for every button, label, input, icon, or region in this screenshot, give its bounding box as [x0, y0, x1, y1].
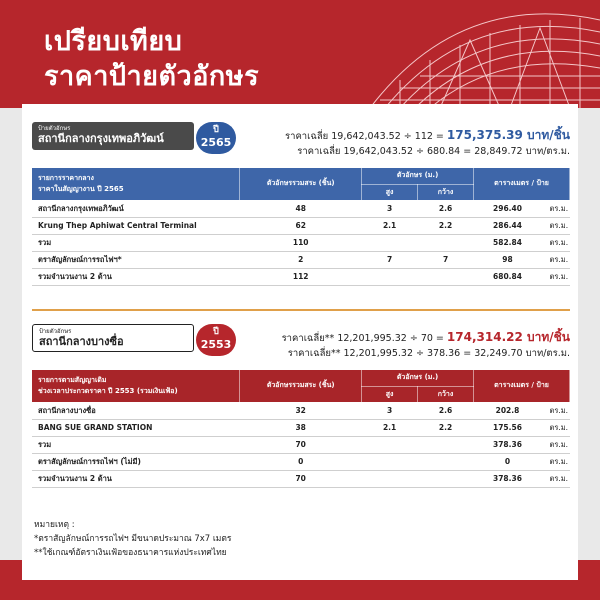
- cell-count: 70: [240, 470, 362, 487]
- cell-name: รวมจำนวนงาน 2 ด้าน: [32, 470, 240, 487]
- cell-width: 2.2: [418, 419, 474, 436]
- note-logo-size: *ตราสัญลักษณ์การรถไฟฯ มีขนาดประมาณ 7x7 เมตร: [34, 534, 232, 544]
- cell-name: ตราสัญลักษณ์การรถไฟฯ*: [32, 251, 240, 268]
- cell-height: [362, 234, 418, 251]
- cell-height: 7: [362, 251, 418, 268]
- cell-count: 112: [240, 268, 362, 285]
- header-height: สูง: [362, 184, 418, 200]
- table-row: [32, 234, 570, 251]
- cell-width: 2.6: [418, 402, 474, 419]
- cell-area: 680.84: [474, 268, 542, 285]
- header-width: กว้าง: [418, 184, 474, 200]
- header-letter: ตัวอักษร (ม.): [362, 168, 474, 184]
- table-row: [32, 402, 570, 419]
- hero-banner: [0, 0, 600, 108]
- cell-unit: ตร.ม.: [541, 268, 569, 285]
- cell-unit: ตร.ม.: [541, 251, 569, 268]
- tag-caption: ป้ายตัวอักษร: [38, 125, 71, 132]
- cell-area: 378.36: [474, 470, 542, 487]
- year-badge: [196, 122, 236, 154]
- cell-name: รวมจำนวนงาน 2 ด้าน: [32, 268, 240, 285]
- cell-count: 110: [240, 234, 362, 251]
- cell-area: 296.40: [474, 200, 542, 217]
- cell-name: รวม: [32, 436, 240, 453]
- cell-unit: ตร.ม.: [541, 470, 569, 487]
- cell-height: 3: [362, 402, 418, 419]
- table-row: [32, 251, 570, 268]
- table-row: [32, 217, 570, 234]
- header-item: รายการตามสัญญาเดิม ช่วงเวลาประกวดราคา ปี 2553 (รวมเงินเฟ้อ): [32, 370, 240, 402]
- header-count: ตัวอักษรรวมสระ (ชิ้น): [240, 370, 362, 402]
- cell-unit: ตร.ม.: [541, 436, 569, 453]
- cell-count: 38: [240, 419, 362, 436]
- cell-width: [418, 453, 474, 470]
- cell-name: Krung Thep Aphiwat Central Terminal: [32, 217, 240, 234]
- cell-unit: ตร.ม.: [541, 200, 569, 217]
- cell-area: 175.56: [474, 419, 542, 436]
- cell-area: 202.8: [474, 402, 542, 419]
- year-value: 2565: [200, 136, 232, 149]
- cell-width: 7: [418, 251, 474, 268]
- station-tag: [32, 324, 194, 352]
- note-inflation: **ใช้เกณฑ์อัตราเงินเฟ้อของธนาคารแห่งประเทศไทย: [34, 548, 227, 558]
- cell-area: 582.84: [474, 234, 542, 251]
- tag-station-name: สถานีกลางกรุงเทพอภิวัฒน์: [38, 132, 164, 145]
- cell-unit: ตร.ม.: [541, 453, 569, 470]
- header-area: ตารางเมตร / ป้าย: [474, 370, 570, 402]
- cell-name: BANG SUE GRAND STATION: [32, 419, 240, 436]
- cell-area: 98: [474, 251, 542, 268]
- price-table: [32, 370, 570, 488]
- average-per-sqm: ราคาเฉลี่ย** 12,201,995.32 ÷ 378.36 = 32,249.70 บาท/ตร.ม.: [287, 348, 570, 359]
- cell-area: 378.36: [474, 436, 542, 453]
- cell-name: ตราสัญลักษณ์การรถไฟฯ (ไม่มี): [32, 453, 240, 470]
- year-label: ปี: [213, 327, 219, 337]
- header-letter: ตัวอักษร (ม.): [362, 370, 474, 386]
- table-row: [32, 268, 570, 285]
- tag-caption: ป้ายตัวอักษร: [39, 328, 72, 335]
- cell-width: 2.2: [418, 217, 474, 234]
- average-per-piece: [285, 126, 570, 145]
- section-divider: [32, 309, 570, 311]
- table-row: [32, 470, 570, 487]
- cell-count: 32: [240, 402, 362, 419]
- cell-count: 48: [240, 200, 362, 217]
- cell-height: [362, 453, 418, 470]
- tag-station-name: สถานีกลางบางซื่อ: [39, 335, 124, 348]
- cell-area: 0: [474, 453, 542, 470]
- cell-unit: ตร.ม.: [541, 402, 569, 419]
- cell-width: [418, 268, 474, 285]
- station-tag: [32, 122, 194, 150]
- average-value: 174,314.22 บาท/ชิ้น: [446, 330, 570, 344]
- page-title: [44, 24, 259, 94]
- header-width: กว้าง: [418, 386, 474, 402]
- notes-title: หมายเหตุ :: [34, 520, 75, 530]
- cell-area: 286.44: [474, 217, 542, 234]
- cell-height: 3: [362, 200, 418, 217]
- cell-width: [418, 234, 474, 251]
- cell-width: [418, 470, 474, 487]
- cell-unit: ตร.ม.: [541, 234, 569, 251]
- station-roof-illustration: [340, 0, 600, 108]
- cell-height: 2.1: [362, 217, 418, 234]
- cell-name: รวม: [32, 234, 240, 251]
- average-per-piece: [282, 328, 570, 347]
- average-formula: ราคาเฉลี่ย 19,642,043.52 ÷ 112 =: [285, 131, 447, 142]
- cell-count: 70: [240, 436, 362, 453]
- price-table: [32, 168, 570, 286]
- cell-name: สถานีกลางบางซื่อ: [32, 402, 240, 419]
- cell-height: [362, 470, 418, 487]
- year-label: ปี: [213, 125, 219, 135]
- cell-unit: ตร.ม.: [541, 217, 569, 234]
- average-formula: ราคาเฉลี่ย** 12,201,995.32 ÷ 70 =: [281, 333, 447, 344]
- cell-height: 2.1: [362, 419, 418, 436]
- year-badge: [196, 324, 236, 356]
- table-row: [32, 436, 570, 453]
- header-item: รายการราคากลาง ราคาในสัญญางาน ปี 2565: [32, 168, 240, 200]
- header-area: ตารางเมตร / ป้าย: [474, 168, 570, 200]
- header-height: สูง: [362, 386, 418, 402]
- footnotes: [34, 518, 232, 560]
- table-row: [32, 200, 570, 217]
- cell-width: 2.6: [418, 200, 474, 217]
- average-value: 175,375.39 บาท/ชิ้น: [446, 128, 570, 142]
- cell-height: [362, 436, 418, 453]
- cell-height: [362, 268, 418, 285]
- header-count: ตัวอักษรรวมสระ (ชิ้น): [240, 168, 362, 200]
- cell-count: 62: [240, 217, 362, 234]
- average-per-sqm: ราคาเฉลี่ย 19,642,043.52 ÷ 680.84 = 28,849.72 บาท/ตร.ม.: [297, 146, 570, 157]
- cell-name: สถานีกลางกรุงเทพอภิวัฒน์: [32, 200, 240, 217]
- content-card: [22, 104, 578, 580]
- title-line-1: เปรียบเทียบ: [44, 26, 183, 57]
- title-line-2: ราคาป้ายตัวอักษร: [44, 61, 260, 92]
- table-row: [32, 419, 570, 436]
- cell-count: 0: [240, 453, 362, 470]
- cell-width: [418, 436, 474, 453]
- cell-unit: ตร.ม.: [541, 419, 569, 436]
- table-row: [32, 453, 570, 470]
- cell-count: 2: [240, 251, 362, 268]
- year-value: 2553: [200, 338, 232, 351]
